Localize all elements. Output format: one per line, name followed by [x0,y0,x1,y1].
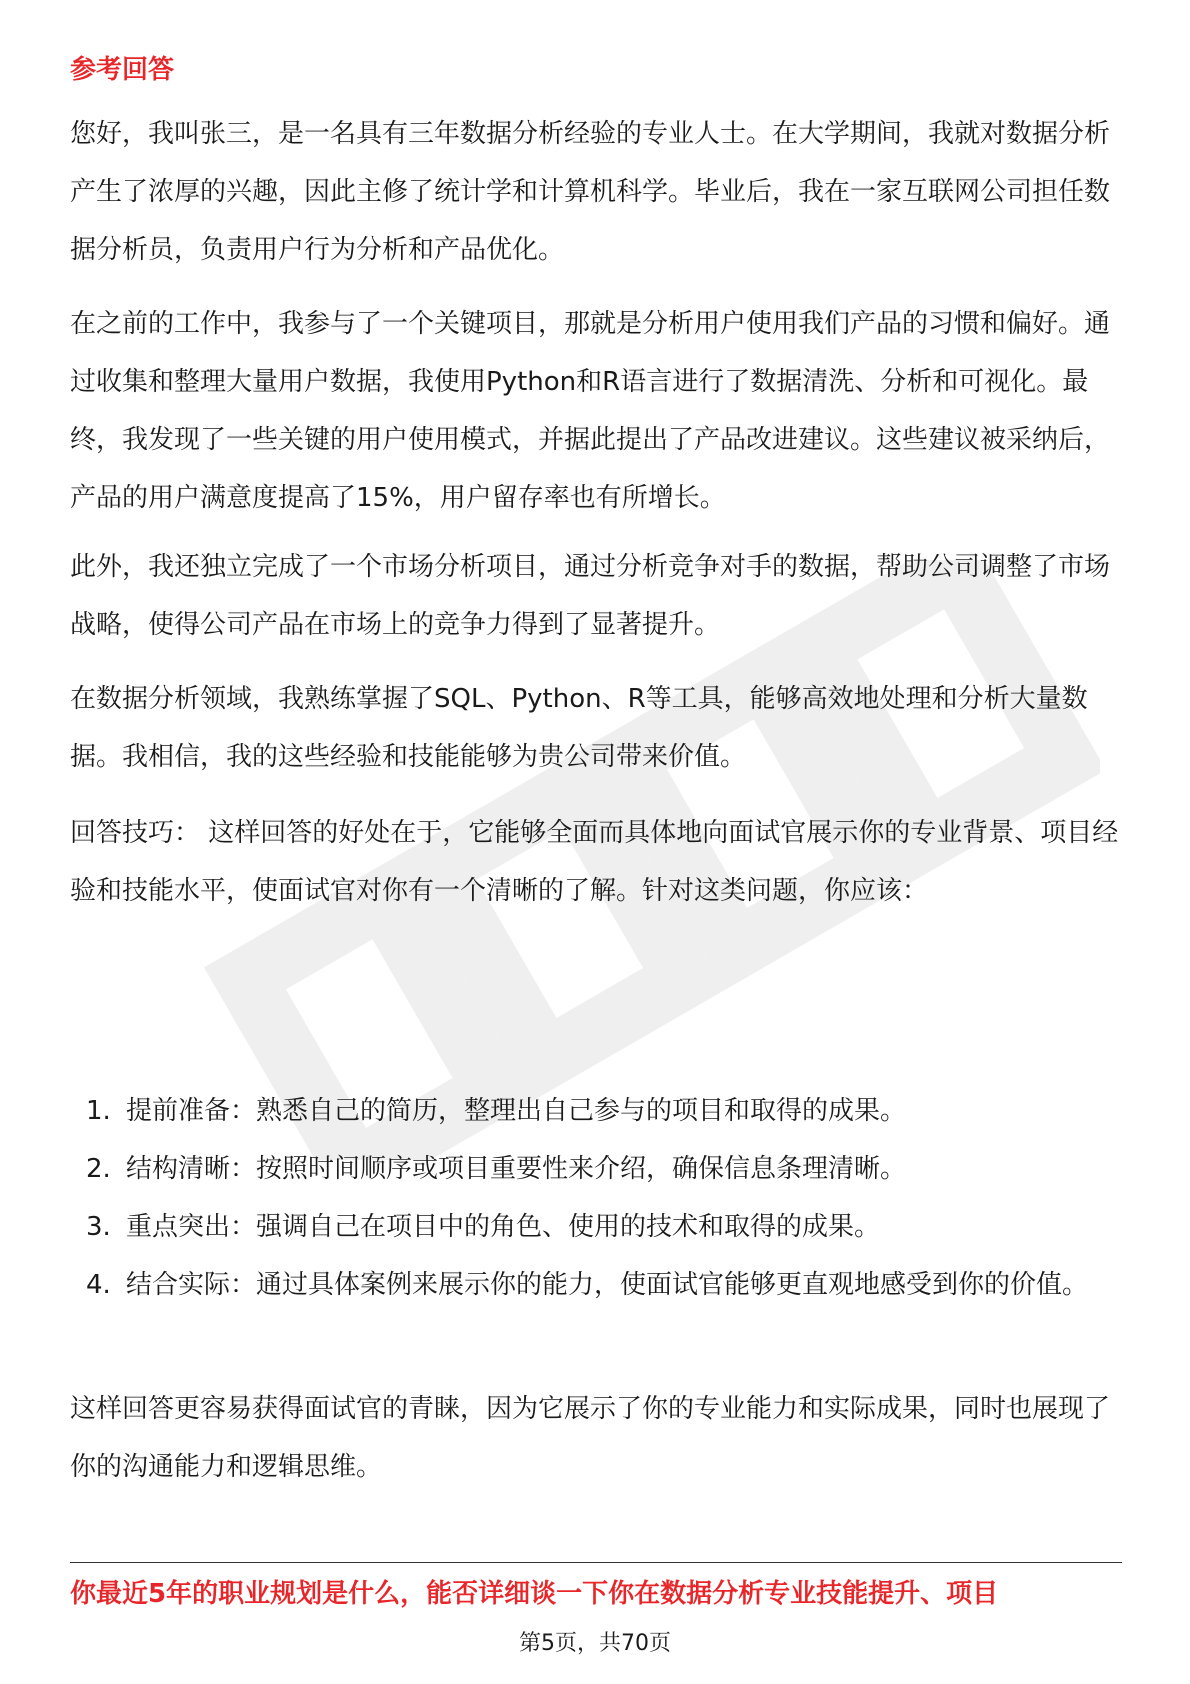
market-paragraph: 此外，我还独立完成了一个市场分析项目，通过分析竞争对手的数据，帮助公司调整了市场战略，使得公司产品在市场上的竞争力得到了显著提升。 [70,552,1111,640]
list-item-text: 结构清晰：按照时间顺序或项目重要性来介绍，确保信息条理清晰。 [126,1154,907,1184]
list-item-number: 1. [86,1096,111,1126]
project-paragraph: 在之前的工作中，我参与了一个关键项目，那就是分析用户使用我们产品的习惯和偏好。通过收集和整理大量用户数据，我使用Python和R语言进行了数据清洗、分析和可视化。最终，我发现了一些关键的用户使用模式，并据此提出了产品改进建议。这些建议被采纳后，产品的用户满意度提高了15%，用户留存率也有所增长。 [70,309,1111,513]
intro-paragraph: 您好，我叫张三，是一名具有三年数据分析经验的专业人士。在大学期间，我就对数据分析产生了浓厚的兴趣，因此主修了统计学和计算机科学。毕业后，我在一家互联网公司担任数据分析员，负责用户行为分析和产品优化。 [70,119,1111,265]
page-number-footer: 第5页，共70页 [519,1631,671,1656]
skills-paragraph: 在数据分析领域，我熟练掌握了SQL、Python、R等工具，能够高效地处理和分析大量数据。我相信，我的这些经验和技能能够为贵公司带来价值。 [70,684,1088,772]
conclusion-paragraph: 这样回答更容易获得面试官的青睐，因为它展示了你的专业能力和实际成果，同时也展现了你的沟通能力和逻辑思维。 [70,1394,1111,1482]
list-item [70,1140,1120,1198]
list-item-text: 重点突出：强调自己在项目中的角色、使用的技术和取得的成果。 [126,1212,881,1242]
list-item-number: 3. [86,1212,111,1242]
section-title: 参考回答 [70,55,175,85]
list-item-text: 提前准备：熟悉自己的简历，整理出自己参与的项目和取得的成果。 [126,1096,907,1126]
tips-intro-paragraph: 回答技巧： 这样回答的好处在于，它能够全面而具体地向面试官展示你的专业背景、项目经验和技能水平，使面试官对你有一个清晰的了解。针对这类问题，你应该： [70,818,1119,906]
list-item [70,1198,1120,1256]
list-item-number: 2. [86,1154,111,1184]
next-question-title: 你最近5年的职业规划是什么，能否详细谈一下你在数据分析专业技能提升、项目 [70,1579,999,1609]
list-item-number: 4. [86,1270,111,1300]
list-item-text: 结合实际：通过具体案例来展示你的能力，使面试官能够更直观地感受到你的价值。 [126,1270,1089,1300]
list-item [70,1256,1120,1314]
list-item [70,1082,1120,1140]
section-divider [70,1562,1122,1563]
tips-list [70,1082,1120,1314]
